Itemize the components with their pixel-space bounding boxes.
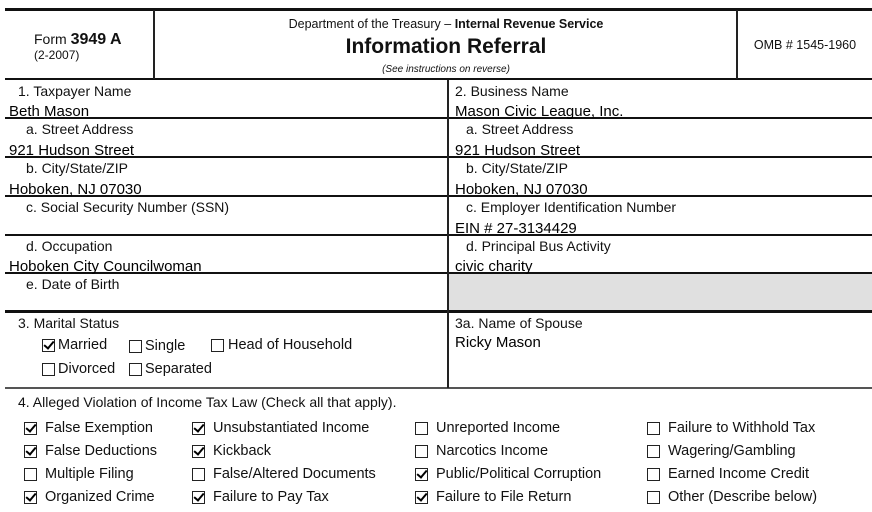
taxpayer-ssn-field[interactable] xyxy=(9,218,439,234)
violation-option-false-altered-documents[interactable] xyxy=(192,466,376,482)
subtitle: (See instructions on reverse) xyxy=(382,64,510,75)
department-line xyxy=(155,17,737,31)
business-city-label: b. City/State/ZIP xyxy=(466,160,568,176)
violation-option-public-political-corruption[interactable] xyxy=(415,466,601,482)
business-city-field[interactable]: Hoboken, NJ 07030 xyxy=(455,181,588,198)
option-label: Separated xyxy=(145,361,212,377)
violations-label: 4. Alleged Violation of Income Tax Law (Check all that apply). xyxy=(18,394,397,410)
marital-option-single[interactable] xyxy=(129,338,185,354)
column-divider xyxy=(447,80,449,388)
violation-checkbox[interactable] xyxy=(647,468,660,481)
violation-option-kickback[interactable] xyxy=(192,443,271,459)
business-street-field[interactable]: 921 Hudson Street xyxy=(455,142,581,159)
option-label: Earned Income Credit xyxy=(668,466,810,482)
violation-checkbox[interactable] xyxy=(192,491,205,504)
option-label: Public/Political Corruption xyxy=(436,466,602,482)
business-ein-field[interactable]: EIN # 27-3134429 xyxy=(455,220,577,237)
option-label: Other (Describe below) xyxy=(668,489,818,505)
row-line xyxy=(5,156,872,158)
violation-option-failure-to-withhold-tax[interactable] xyxy=(647,420,815,436)
spouse-name-label: 3a. Name of Spouse xyxy=(455,315,583,331)
taxpayer-dob-field[interactable] xyxy=(9,295,439,309)
violation-checkbox[interactable] xyxy=(24,422,37,435)
taxpayer-dob-label: e. Date of Birth xyxy=(26,276,120,292)
shaded-cell xyxy=(449,273,872,311)
option-label: Failure to File Return xyxy=(436,489,572,505)
row-line xyxy=(5,117,872,119)
violation-option-narcotics-income[interactable] xyxy=(415,443,548,459)
violation-option-unreported-income[interactable] xyxy=(415,420,560,436)
taxpayer-street-field[interactable]: 921 Hudson Street xyxy=(9,142,135,159)
row-line xyxy=(5,310,872,313)
option-label: Head of Household xyxy=(228,337,353,353)
violation-option-wagering-gambling[interactable] xyxy=(647,443,796,459)
option-label: Wagering/Gambling xyxy=(668,443,796,459)
violation-checkbox[interactable] xyxy=(415,468,428,481)
violation-checkbox[interactable] xyxy=(192,422,205,435)
violation-option-false-exemption[interactable] xyxy=(24,420,153,436)
taxpayer-name-field[interactable]: Beth Mason xyxy=(9,103,90,120)
agency: Internal Revenue Service xyxy=(454,17,604,31)
business-activity-label: d. Principal Bus Activity xyxy=(466,238,611,254)
violation-checkbox[interactable] xyxy=(24,491,37,504)
option-label: Narcotics Income xyxy=(436,443,549,459)
violation-checkbox[interactable] xyxy=(647,445,660,458)
violation-checkbox[interactable] xyxy=(415,491,428,504)
header-bottom-border xyxy=(5,78,872,80)
option-label: Single xyxy=(145,338,186,354)
violation-checkbox[interactable] xyxy=(24,468,37,481)
violation-checkbox[interactable] xyxy=(192,468,205,481)
option-label: Married xyxy=(58,337,108,353)
business-name-label: 2. Business Name xyxy=(455,83,569,99)
violation-option-earned-income-credit[interactable] xyxy=(647,466,809,482)
option-label: Unreported Income xyxy=(436,420,561,436)
marital-option-separated[interactable] xyxy=(129,361,212,377)
violation-option-unsubstantiated-income[interactable] xyxy=(192,420,369,436)
business-activity-field[interactable]: civic charity xyxy=(455,258,533,275)
checkbox-separated[interactable] xyxy=(129,363,142,376)
header-top-border xyxy=(5,8,872,11)
option-label: False/Altered Documents xyxy=(213,466,376,482)
violation-option-failure-to-pay-tax[interactable] xyxy=(192,489,329,505)
row-line xyxy=(5,234,872,236)
checkbox-married[interactable] xyxy=(42,339,55,352)
taxpayer-ssn-label: c. Social Security Number (SSN) xyxy=(26,199,230,215)
violation-option-organized-crime[interactable] xyxy=(24,489,155,505)
violation-option-multiple-filing[interactable] xyxy=(24,466,134,482)
taxpayer-city-label: b. City/State/ZIP xyxy=(26,160,128,176)
violation-checkbox[interactable] xyxy=(647,422,660,435)
taxpayer-name-label: 1. Taxpayer Name xyxy=(18,83,132,99)
option-label: Failure to Withhold Tax xyxy=(668,420,816,436)
marital-status-label: 3. Marital Status xyxy=(18,315,120,331)
checkbox-single[interactable] xyxy=(129,340,142,353)
option-label: Organized Crime xyxy=(45,489,155,505)
marital-option-head-of-household[interactable] xyxy=(211,337,352,353)
page-title: Information Referral xyxy=(345,35,547,58)
business-name-field[interactable]: Mason Civic League, Inc. xyxy=(455,103,624,120)
violation-checkbox[interactable] xyxy=(415,445,428,458)
row-line xyxy=(5,387,872,389)
department: Department of the Treasury – xyxy=(288,17,455,31)
violation-checkbox[interactable] xyxy=(647,491,660,504)
option-label: Failure to Pay Tax xyxy=(213,489,329,505)
taxpayer-occupation-field[interactable]: Hoboken City Councilwoman xyxy=(9,258,202,275)
spouse-name-field[interactable]: Ricky Mason xyxy=(455,334,541,351)
taxpayer-street-label: a. Street Address xyxy=(26,121,134,137)
checkbox-head-of-household[interactable] xyxy=(211,339,224,352)
violation-option-failure-to-file-return[interactable] xyxy=(415,489,571,505)
option-label: False Deductions xyxy=(45,443,158,459)
checkbox-divorced[interactable] xyxy=(42,363,55,376)
option-label: Divorced xyxy=(58,361,116,377)
form-date: (2-2007) xyxy=(34,48,80,62)
option-label: Kickback xyxy=(213,443,272,459)
violation-option-other-describe-below[interactable] xyxy=(647,489,817,505)
form-prefix: Form xyxy=(34,31,67,47)
option-label: Multiple Filing xyxy=(45,466,134,482)
form-number-value: 3949 A xyxy=(70,31,122,48)
option-label: False Exemption xyxy=(45,420,153,436)
taxpayer-occupation-label: d. Occupation xyxy=(26,238,113,254)
violation-checkbox[interactable] xyxy=(192,445,205,458)
violation-option-false-deductions[interactable] xyxy=(24,443,157,459)
option-label: Unsubstantiated Income xyxy=(213,420,370,436)
violation-checkbox[interactable] xyxy=(415,422,428,435)
marital-option-divorced[interactable] xyxy=(42,361,115,377)
violation-checkbox[interactable] xyxy=(24,445,37,458)
form-number xyxy=(34,31,122,49)
taxpayer-city-field[interactable]: Hoboken, NJ 07030 xyxy=(9,181,142,198)
business-ein-label: c. Employer Identification Number xyxy=(466,199,677,215)
business-street-label: a. Street Address xyxy=(466,121,574,137)
omb-number: OMB # 1545-1960 xyxy=(753,38,857,52)
marital-option-married[interactable] xyxy=(42,337,107,353)
